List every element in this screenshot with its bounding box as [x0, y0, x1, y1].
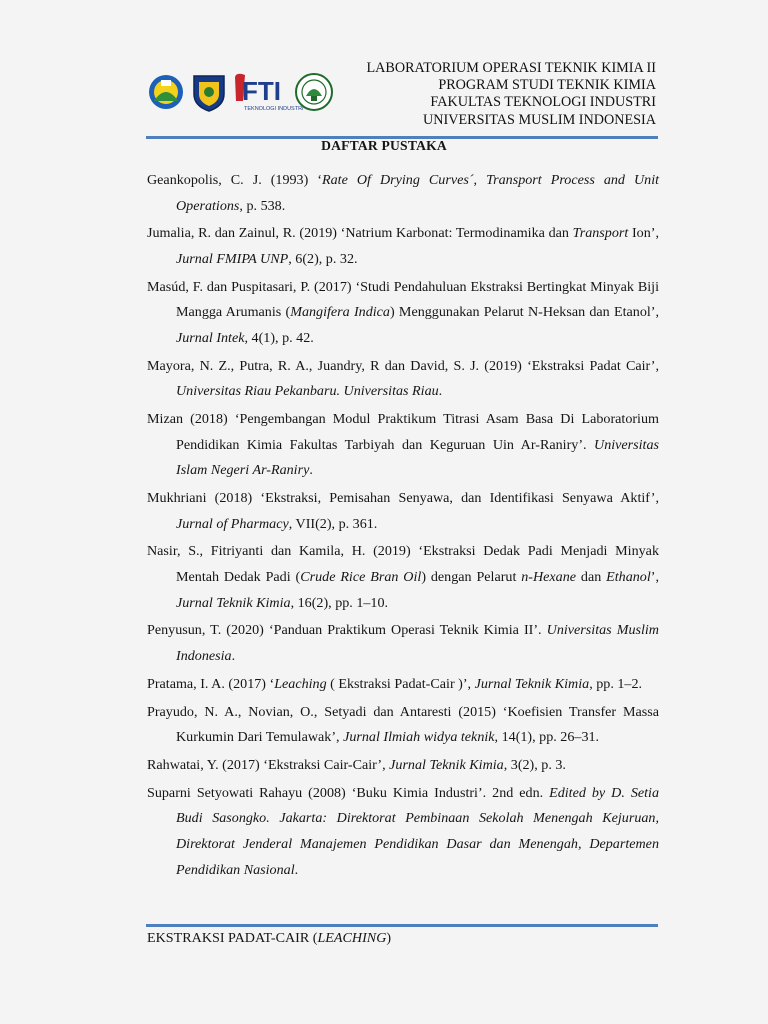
reference-text: ) dengan Pelarut — [421, 569, 522, 586]
reference-text: , 6(2), p. 32. — [288, 250, 358, 267]
fti-logo — [232, 71, 304, 113]
reference-entry — [147, 221, 659, 272]
reference-text: ’, — [650, 569, 659, 586]
reference-italic-text: Jurnal of Pharmacy — [176, 515, 289, 532]
reference-text: dan — [576, 569, 607, 586]
reference-list — [147, 168, 659, 885]
reference-italic-text: Jurnal Teknik Kimia — [176, 594, 291, 611]
reference-text: , 16(2), pp. 1–10. — [290, 594, 389, 611]
reference-text: Jumalia, R. dan Zainul, R. (2019) ‘Natrium Karbonat: Termodinamika dan — [147, 225, 573, 242]
reference-italic-text: Jurnal Intek — [176, 329, 245, 346]
reference-italic-text: n-Hexane — [521, 569, 577, 586]
reference-entry — [147, 753, 659, 779]
reference-entry — [147, 407, 659, 484]
department-seal-logo — [294, 72, 334, 112]
reference-text: , pp. 1–2. — [589, 675, 643, 692]
footer-italic: LEACHING — [317, 930, 387, 946]
reference-italic-text: Universitas Muslim Indonesia — [176, 622, 659, 664]
reference-italic-text: Jurnal Ilmiah widya teknik — [343, 729, 495, 746]
fti-logo-text: FTI — [242, 76, 281, 106]
reference-text: . — [231, 648, 236, 664]
reference-entry — [147, 539, 659, 616]
reference-text: . — [438, 383, 443, 400]
reference-text: , 14(1), pp. 26–31. — [494, 729, 600, 746]
reference-italic-text: Jurnal Teknik Kimia — [474, 675, 590, 692]
reference-entry — [147, 354, 659, 405]
reference-text: , 4(1), p. 42. — [244, 329, 314, 346]
footer-prefix: EKSTRAKSI PADAT-CAIR ( — [147, 930, 318, 946]
ministry-emblem-logo — [146, 73, 186, 111]
fti-logo-subtext: TEKNOLOGI INDUSTRI — [244, 106, 304, 112]
reference-italic-text: Universitas Riau Pekanbaru. Universitas Riau — [176, 383, 439, 400]
page-footer — [147, 930, 391, 947]
reference-entry — [147, 700, 659, 751]
reference-text: ( Ekstraksi Padat-Cair )’, — [326, 675, 475, 692]
reference-text: Geankopolis, C. J. (1993) ‘ — [147, 172, 323, 188]
reference-text: ) Menggunakan Pelarut N-Heksan dan Etanol’, — [389, 304, 659, 321]
reference-text: Rahwatai, Y. (2017) ‘Ekstraksi Cair-Cair’, — [147, 756, 390, 773]
reference-italic-text: Ethanol — [606, 569, 651, 586]
reference-italic-text: Crude Rice Bran Oil — [300, 569, 422, 586]
university-name: UNIVERSITAS MUSLIM INDONESIA — [423, 111, 656, 128]
page-header — [140, 56, 660, 134]
reference-text: , 3(2), p. 3. — [503, 756, 566, 773]
reference-text: Mukhriani (2018) ‘Ekstraksi, Pemisahan Senyawa, dan Identifikasi Senyawa Aktif’, — [147, 490, 659, 507]
reference-text: Mizan (2018) ‘Pengembangan Modul Praktikum Titrasi Asam Basa Di Laboratorium Pendidikan Kimia Fakultas Tarbiyah dan Keguruan Uin Ar-Raniry’. — [147, 411, 659, 453]
reference-text: , — [473, 172, 487, 188]
reference-text: Penyusun, T. (2020) ‘Panduan Praktikum Operasi Teknik Kimia II’. — [147, 622, 547, 639]
reference-text: , VII(2), p. 361. — [288, 515, 378, 532]
institution-logos — [146, 64, 334, 120]
program-name: PROGRAM STUDI TEKNIK KIMIA — [438, 77, 656, 94]
reference-italic-text: Transport Process and Unit Operations — [176, 172, 660, 214]
faculty-name: FAKULTAS TEKNOLOGI INDUSTRI — [430, 94, 656, 111]
reference-italic-text: Transport — [572, 225, 629, 242]
reference-entry — [147, 486, 659, 537]
reference-italic-text: Jurnal FMIPA UNP — [176, 250, 289, 267]
reference-entry — [147, 275, 659, 352]
reference-entry — [147, 168, 659, 219]
reference-italic-text: Universitas Islam Negeri Ar-Raniry — [176, 436, 659, 479]
reference-italic-text: Mangifera Indica — [290, 304, 390, 321]
reference-entry — [147, 672, 659, 698]
reference-text: Ion’, — [628, 225, 659, 242]
footer-divider — [146, 924, 658, 927]
reference-text: . — [294, 861, 299, 878]
reference-text: Mayora, N. Z., Putra, R. A., Juandry, R dan David, S. J. (2019) ‘Ekstraksi Padat Cair’, — [147, 357, 659, 374]
footer-suffix: ) — [386, 930, 392, 946]
university-shield-logo — [192, 72, 226, 112]
reference-text: Masúd, F. dan Puspitasari, P. (2017) ‘Studi Pendahuluan Ekstraksi Bertingkat Minyak Biji Mangga Arumanis ( — [147, 278, 659, 321]
lab-name: LABORATORIUM OPERASI TEKNIK KIMIA II — [366, 60, 656, 76]
reference-text: , p. 538. — [239, 197, 286, 214]
reference-entry — [147, 618, 659, 669]
reference-text: Nasir, S., Fitriyanti dan Kamila, H. (2019) ‘Ekstraksi Dedak Padi Menjadi Minyak Mentah Dedak Padi ( — [147, 543, 659, 586]
page-title: DAFTAR PUSTAKA — [321, 138, 447, 153]
reference-italic-text: Edited by D. Setia Budi Sasongko. Jakarta: Direktorat Pembinaan Sekolah Menengah Kejuruan, Direktorat Jenderal Manajemen Pendidikan Dasar dan Menengah, Departemen Pendidikan Nasional — [176, 784, 659, 878]
reference-text: . — [309, 462, 313, 479]
reference-italic-text: Jurnal Teknik Kimia — [389, 756, 504, 773]
reference-text: Pratama, I. A. (2017) ‘ — [147, 675, 275, 692]
reference-entry — [147, 781, 659, 883]
reference-italic-text: Rate Of Drying Curves´ — [322, 172, 474, 188]
reference-italic-text: Leaching — [274, 675, 327, 692]
institution-name-block — [366, 60, 656, 129]
reference-text: Suparni Setyowati Rahayu (2008) ‘Buku Kimia Industri’. 2nd edn. — [147, 784, 550, 801]
reference-text: Prayudo, N. A., Novian, O., Setyadi dan Antaresti (2015) ‘Koefisien Transfer Massa Kurkumin Dari Temulawak’, — [147, 703, 659, 746]
